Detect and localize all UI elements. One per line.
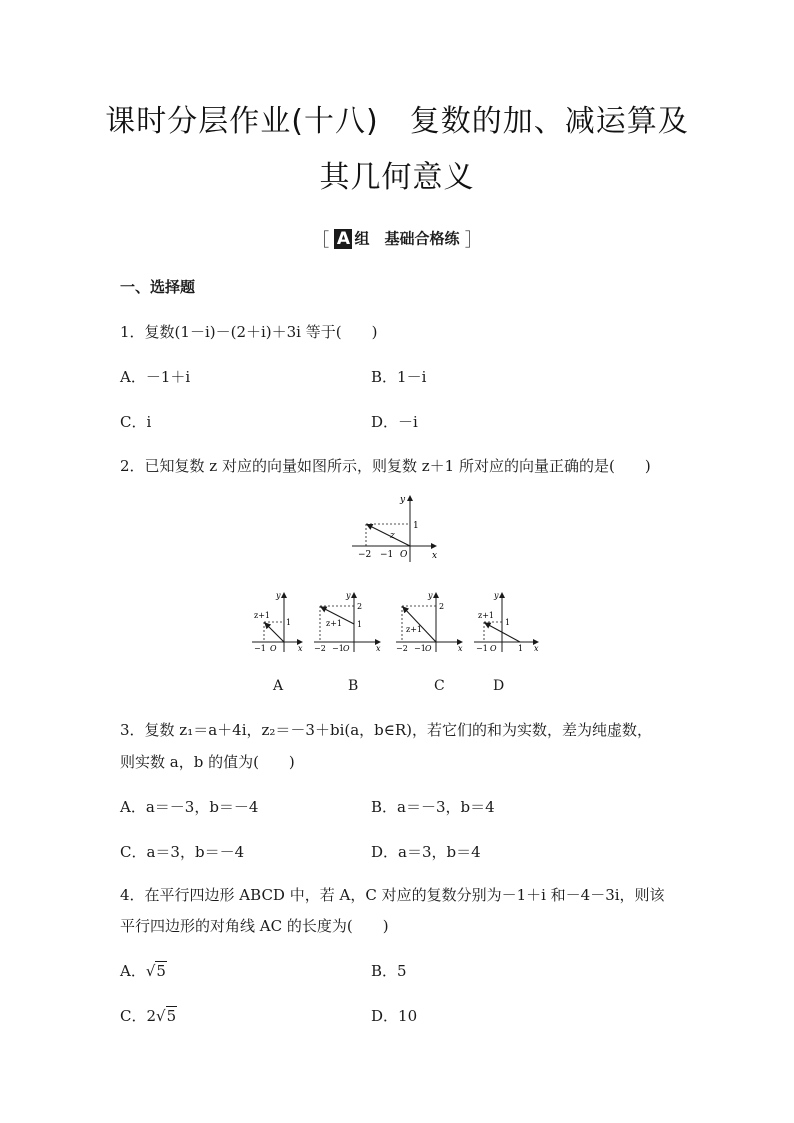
svg-text:O: O (343, 644, 350, 653)
q2-figure-c (394, 590, 466, 654)
q4-stem-line-1: 4．在平行四边形 ABCD 中，若 A，C 对应的复数分别为－1＋i 和－4－3i，则该 (120, 886, 665, 904)
q4-option-b: B．5 (371, 962, 407, 980)
group-heading (0, 226, 794, 252)
q2-figure-label-c: C (434, 678, 445, 694)
q3-stem-line-2: 则实数 a，b 的值为( ) (120, 753, 295, 771)
svg-text:x: x (298, 644, 303, 653)
group-label-text: 组 基础合格练 (354, 229, 460, 248)
svg-text:−1: −1 (476, 644, 488, 653)
section-title: 一、选择题 (120, 278, 196, 296)
page-title-line-2: 其几何意义 (319, 160, 475, 195)
q2-figure-b (312, 590, 384, 654)
group-letter-badge: A (334, 229, 352, 249)
q3-option-b: B．a＝－3，b＝4 (371, 798, 495, 816)
q4-stem-line-2: 平行四边形的对角线 AC 的长度为( ) (120, 917, 389, 935)
main-fig-origin: O (400, 550, 408, 560)
svg-text:z+1: z+1 (478, 611, 495, 620)
svg-text:1: 1 (518, 644, 524, 653)
svg-text:z+1: z+1 (326, 619, 343, 628)
svg-text:x: x (534, 644, 539, 653)
svg-text:x: x (458, 644, 463, 653)
svg-text:y: y (494, 591, 499, 600)
svg-text:−2: −2 (314, 644, 326, 653)
svg-text:z+1: z+1 (406, 625, 423, 634)
q2-main-figure (350, 492, 442, 564)
main-fig-neg1: −1 (380, 550, 394, 560)
q1-stem: 1．复数(1－i)－(2＋i)＋3i 等于( ) (120, 323, 378, 341)
q1-option-d: D．－i (371, 413, 418, 431)
svg-text:1: 1 (286, 618, 292, 627)
svg-text:O: O (425, 644, 432, 653)
group-bracket-open: ［ (311, 230, 330, 251)
q4-option-d: D．10 (371, 1007, 418, 1025)
q4-option-c: C．2√5 (120, 1007, 177, 1025)
svg-text:2: 2 (357, 602, 363, 611)
q4-option-a: A．√5 (120, 962, 166, 980)
q1-option-a: A．－1＋i (120, 368, 191, 386)
q3-option-a: A．a＝－3，b＝－4 (120, 798, 259, 816)
main-fig-z: z (390, 531, 395, 541)
q2-figure-label-a: A (273, 678, 284, 694)
svg-text:x: x (376, 644, 381, 653)
svg-text:1: 1 (357, 620, 363, 629)
page-title-line-1: 课时分层作业(十八) 复数的加、减运算及 (105, 104, 689, 139)
svg-text:y: y (276, 591, 281, 600)
svg-text:O: O (490, 644, 497, 653)
svg-text:−2: −2 (396, 644, 408, 653)
svg-text:O: O (270, 644, 277, 653)
svg-text:z+1: z+1 (254, 611, 271, 620)
svg-text:y: y (346, 591, 351, 600)
q4-option-c-radicand: 5 (166, 1007, 177, 1025)
q1-option-c: C．i (120, 413, 152, 431)
q2-figure-a (250, 590, 306, 654)
main-fig-y: y (400, 495, 406, 505)
q1-option-b: B．1－i (371, 368, 427, 386)
svg-text:1: 1 (505, 618, 511, 627)
main-fig-neg2: −2 (358, 550, 372, 560)
q3-stem-line-1: 3．复数 z₁＝a＋4i，z₂＝－3＋bi(a，b∈R)，若它们的和为实数，差为纯虚数， (120, 721, 653, 739)
q3-option-d: D．a＝3，b＝4 (371, 843, 481, 861)
svg-text:y: y (428, 591, 433, 600)
main-fig-x: x (432, 551, 438, 561)
q2-stem: 2．已知复数 z 对应的向量如图所示，则复数 z＋1 所对应的向量正确的是( ) (120, 457, 651, 475)
svg-text:−1: −1 (332, 644, 344, 653)
q2-figure-label-b: B (348, 678, 359, 694)
q4-option-a-radicand: 5 (156, 962, 166, 980)
group-bracket-close: ］ (464, 230, 483, 251)
svg-text:2: 2 (439, 602, 445, 611)
svg-text:−1: −1 (414, 644, 426, 653)
main-fig-one: 1 (413, 521, 419, 531)
q2-figure-label-d: D (493, 678, 505, 694)
svg-text:−1: −1 (254, 644, 266, 653)
q3-option-c: C．a＝3，b＝－4 (120, 843, 245, 861)
q2-figure-d (472, 590, 542, 654)
